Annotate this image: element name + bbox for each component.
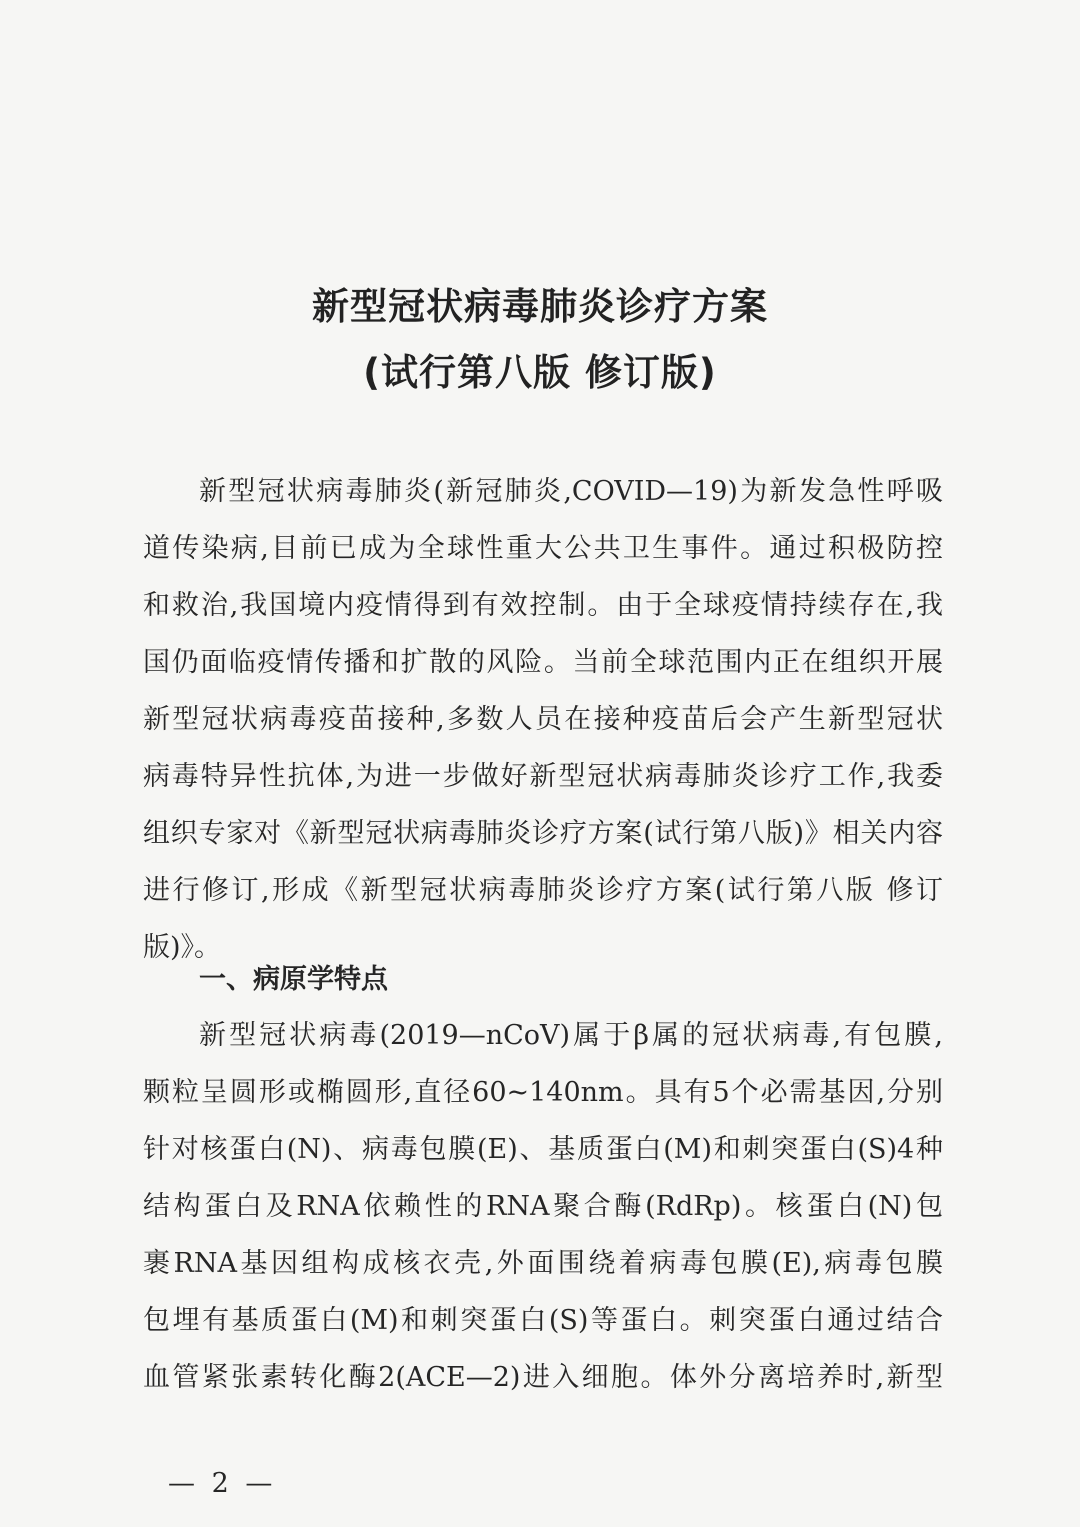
intro-line-4: 国仍面临疫情传播和扩散的风险。当前全球范围内正在组织开展: [143, 647, 943, 678]
intro-line-8: 进行修订,形成《新型冠状病毒肺炎诊疗方案(试行第八版 修订: [143, 875, 943, 906]
section1-line-1: 新型冠状病毒(2019—nCoV)属于β属的冠状病毒,有包膜,: [199, 1020, 943, 1051]
intro-line-7: 组织专家对《新型冠状病毒肺炎诊疗方案(试行第八版)》相关内容: [143, 818, 943, 849]
page-number: — 2 —: [168, 1468, 277, 1499]
section1-line-7: 血管紧张素转化酶2(ACE—2)进入细胞。体外分离培养时,新型: [143, 1362, 943, 1393]
document-title: 新型冠状病毒肺炎诊疗方案: [312, 285, 768, 328]
intro-line-5: 新型冠状病毒疫苗接种,多数人员在接种疫苗后会产生新型冠状: [143, 704, 943, 735]
intro-line-1: 新型冠状病毒肺炎(新冠肺炎,COVID—19)为新发急性呼吸: [199, 476, 943, 507]
intro-line-6: 病毒特异性抗体,为进一步做好新型冠状病毒肺炎诊疗工作,我委: [143, 761, 943, 792]
intro-line-3: 和救治,我国境内疫情得到有效控制。由于全球疫情持续存在,我: [143, 590, 943, 621]
intro-line-9: 版)》。: [143, 932, 222, 963]
section1-line-4: 结构蛋白及RNA依赖性的RNA聚合酶(RdRp)。核蛋白(N)包: [143, 1191, 943, 1222]
section1-line-2: 颗粒呈圆形或椭圆形,直径60~140nm。具有5个必需基因,分别: [143, 1077, 943, 1108]
intro-line-2: 道传染病,目前已成为全球性重大公共卫生事件。通过积极防控: [143, 533, 943, 564]
section1-line-5: 裹RNA基因组构成核衣壳,外面围绕着病毒包膜(E),病毒包膜: [143, 1248, 943, 1279]
document-subtitle: (试行第八版 修订版): [363, 351, 717, 394]
section1-line-6: 包埋有基质蛋白(M)和刺突蛋白(S)等蛋白。刺突蛋白通过结合: [143, 1305, 943, 1336]
section1-line-3: 针对核蛋白(N)、病毒包膜(E)、基质蛋白(M)和刺突蛋白(S)4种: [143, 1134, 943, 1165]
section-heading: 一、病原学特点: [199, 964, 388, 995]
